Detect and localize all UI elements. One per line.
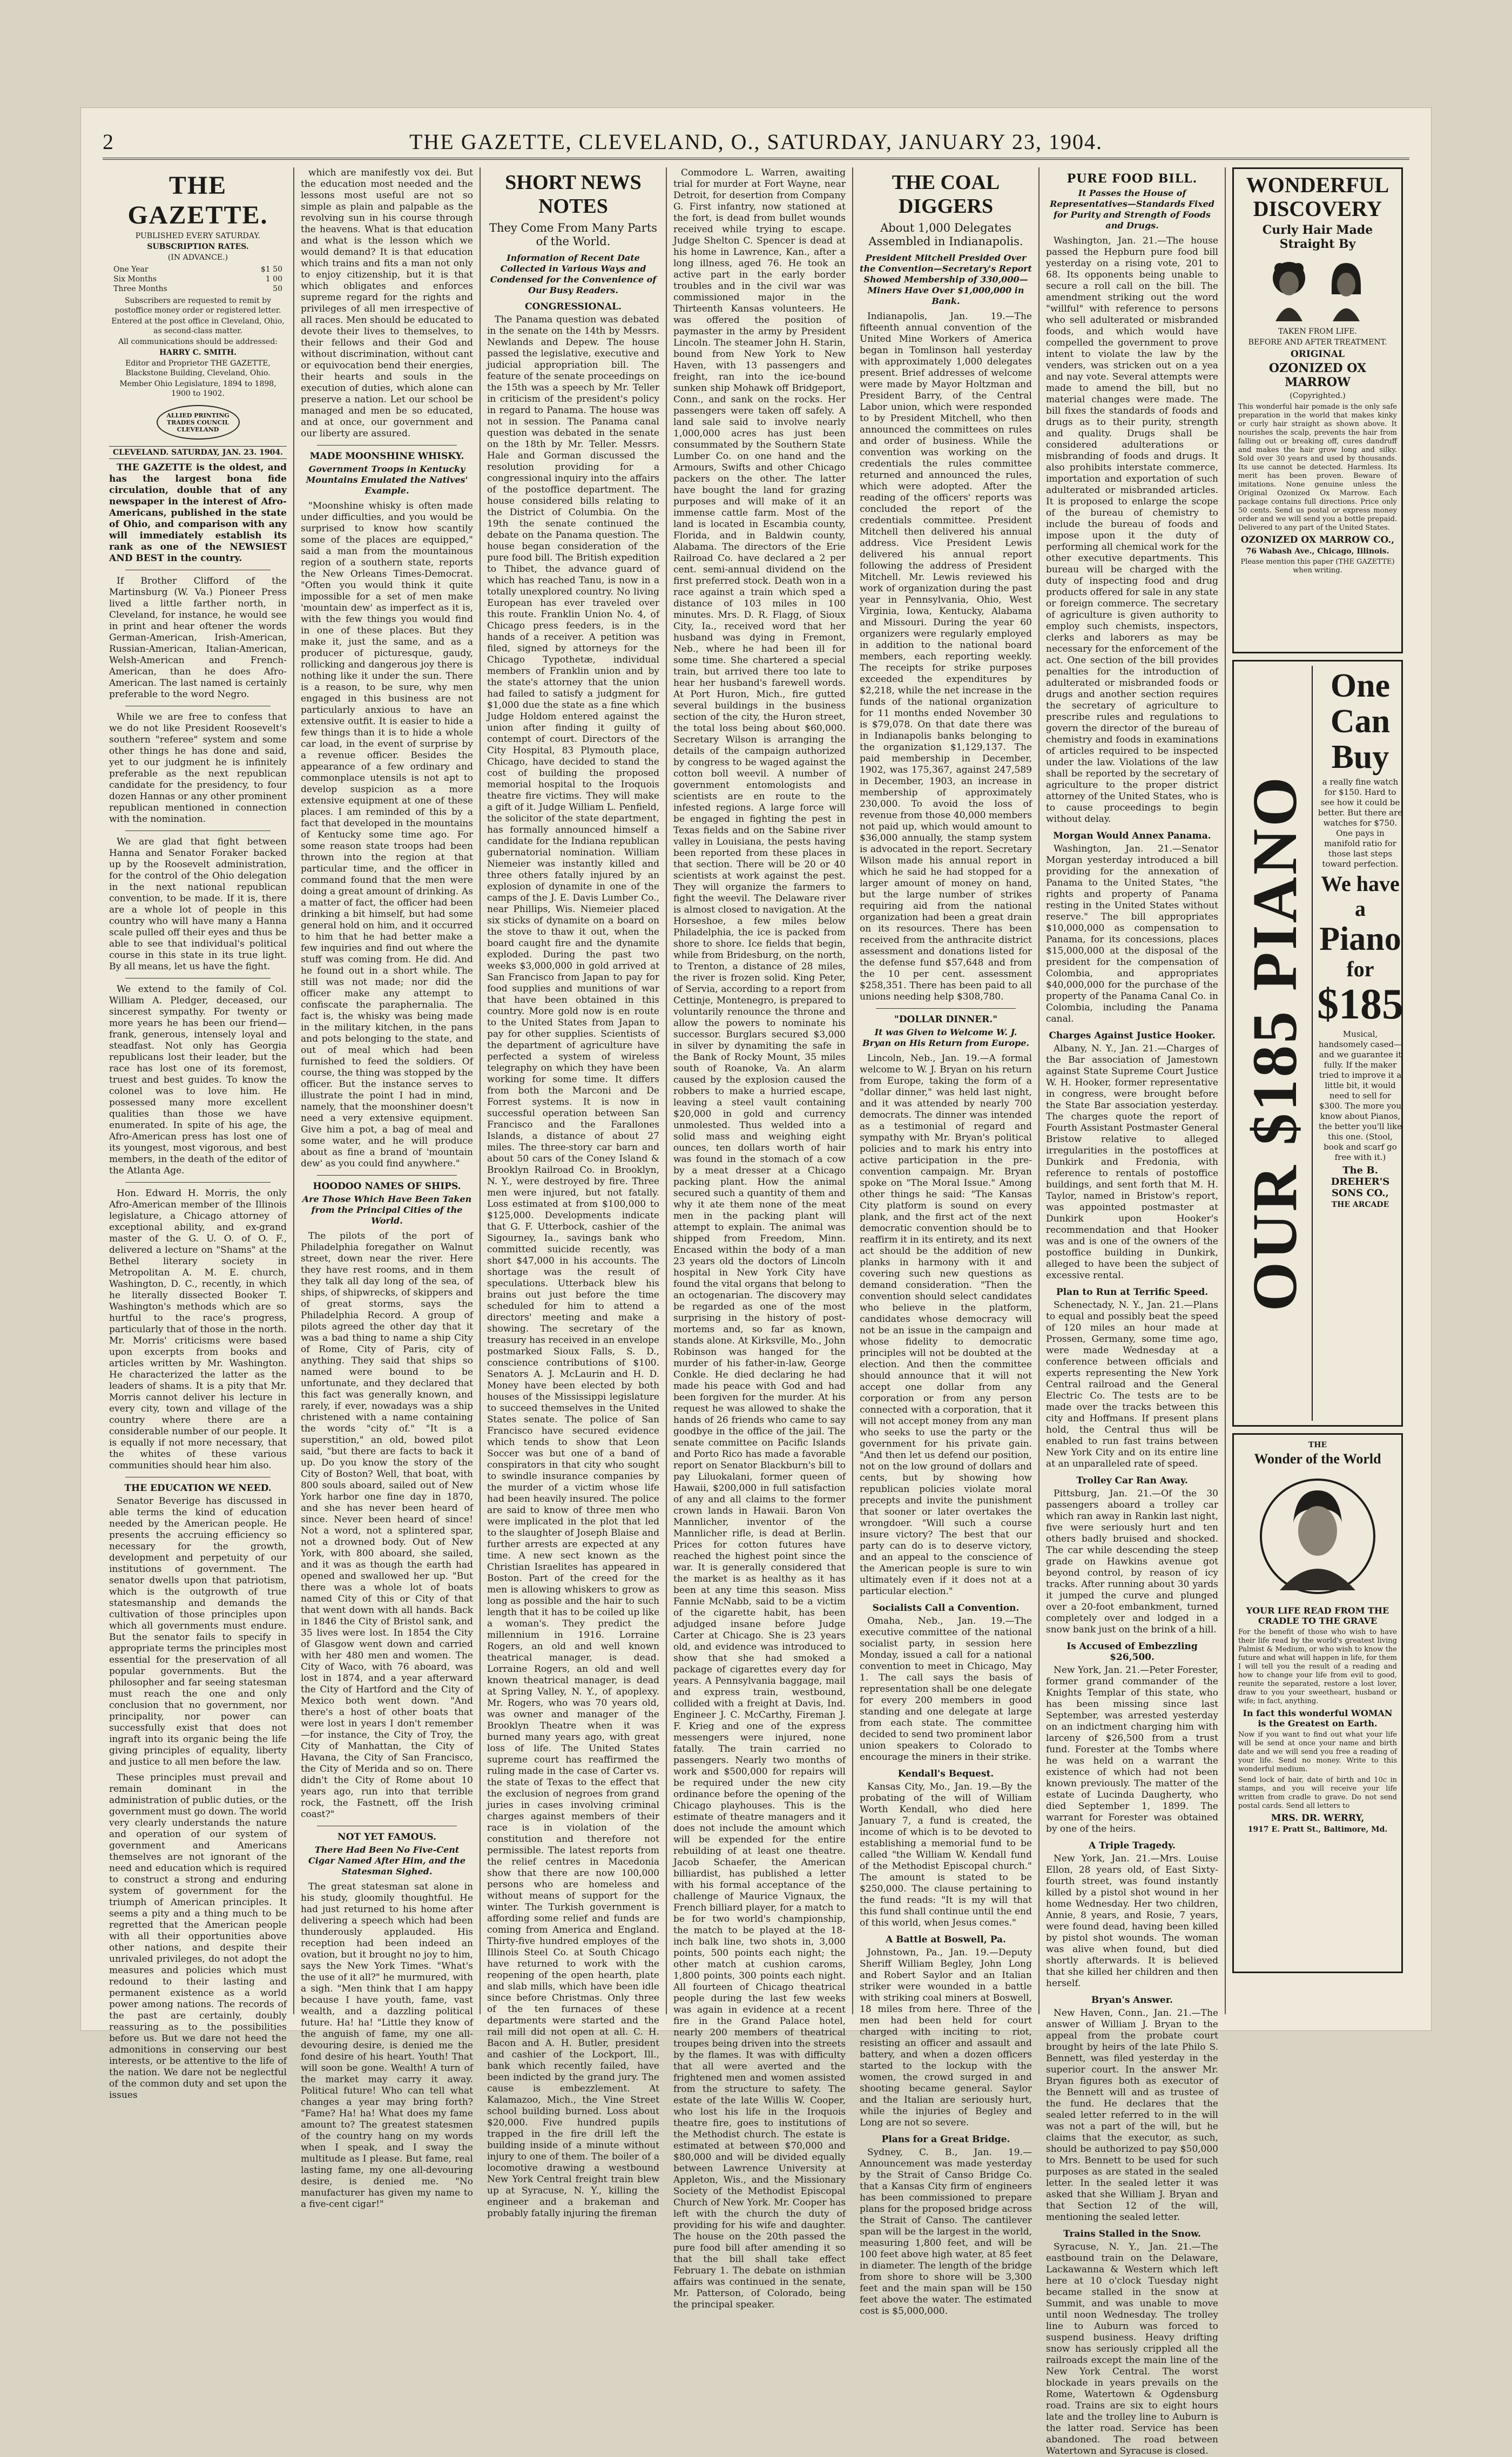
ad-address: THE ARCADE	[1331, 1200, 1389, 1209]
subscription-heading: SUBSCRIPTION RATES.	[147, 242, 249, 251]
column-2	[294, 167, 481, 2210]
legislature-line: Member Ohio Legislature, 1894 to 1898, 1900 to 1902.	[119, 380, 276, 398]
piano-ad-copy	[1313, 666, 1408, 1421]
article-deck: Government Troops in Kentucky Mountains Emulated the Natives' Example.	[306, 464, 468, 496]
section-heading: Plan to Run at Terrific Speed.	[1056, 1287, 1209, 1298]
section-heading: HOODOO NAMES OF SHIPS.	[313, 1181, 461, 1192]
article-paragraph: The pilots of the port of Philadelphia foregather on Walnut street, down near the river. Here they have rest rooms, and in them they talk all day long of the sea, of ships, of shipwrecks, of skippers and of great storms, says the Philadelphia Record. A group of pilots agreed the other day that it was a bad thing to name a ship City of Rome, City of Paris, city of anything. They said that ships so named were bound to be unfortunate, and they declared that this fact was generally known, and rarely, if ever, nowadays was a ship christened with a name containing the words "city of." "It is a superstition," an old, bowed pilot said, "but there are facts to back it up. Do you know the story of the City of Boston? Well, that boat, with 800 souls aboard, sailed out of New York harbor one fine day in 1870, and she has never been heard of since. Never been heard of since! Not a word, not a splintered spar, not a drowned body. Out of New York, with 800 aboard, she sailed, and it was as though the earth had opened and swallowed her up. "But there was a whole lot of boats named City of this or City of that that went down with all hands. Back in 1846 the City of Bristol sank, and 35 lives were lost. In 1854 the City of Glasgow went down and carried with her 480 men and women. The City of Waco, with 76 aboard, was lost in 1874, and a year afterward the City of Hartford and the City of Mexico both went down. "And there's a host of other boats that were lost in years I don't remember—for instance, the City of Troy, the City of Manhattan, the City of Havana, the City of San Francisco, the City of Merida and so on. There didn't the City of Rome about 10 years ago, run into that terrible rock, the Fastnett, off the Irish coast?"	[301, 1231, 473, 1820]
woman-portrait-icon	[1258, 1472, 1377, 1601]
article-paragraph: Sydney, C. B., Jan. 19.—Announcement was made yesterday by the Strait of Canso Bridge Co. that a Kansas City firm of engineers has been commissioned to prepare plans for the proposed bridge across the Strait of Canso. The cantilever span will be the largest in the world, measuring 1,800 feet, and will be 100 feet above high water, at 85 feet in diameter. The length of the bridge from shore to shore will be 3,300 feet and the main span will be 150 feet above the water. The estimated cost is $5,000,000.	[860, 2147, 1032, 2317]
article-paragraph: New Haven, Conn., Jan. 21.—The answer of William J. Bryan to the appeal from the probate court brought by heirs of the late Philo S. Bennett, was filed yesterday in the superior court. In the answer Mr. Bryan figures both as executor of the Bennett will and as trustee of the fund. He declares that the sealed letter referred to in the will was not a part of the will, but he claims that the executor, as such, should be authorized to pay $50,000 to Mrs. Bennett to be used for such purposes as are stated in the sealed letter. In the sealed letter it was asked that she William J. Bryan and that Section 12 of the will, mentioning the sealed letter.	[1046, 2008, 1218, 2223]
section-heading: Trains Stalled in the Snow.	[1063, 2229, 1201, 2239]
article-paragraph: Senator Beverige has discussed in able terms the kind of education needed by the American people. He presents the accruing efficiency so necessary for the growth, development and perpetuity of our institutions of government. The senator dwells upon that patriotism, which is the outgrowth of true statesmanship and demands the cultivation of those principles upon which all governments must endure. But the senator fails to specify in appropriate terms the principles most essential for the preservation of all popular governments. But the philosopher and far seeing statesman must reach the one and only conclusion that no government, nor principality, nor power can successfully exist that does not ingraft into its organic being the life giving principles of equality, liberty and justice to all men before the law.	[109, 1496, 287, 1767]
section-heading: PURE FOOD BILL.	[1066, 172, 1198, 186]
curly-hair-portrait-icon	[1265, 256, 1313, 321]
ad-address: 76 Wabash Ave., Chicago, Illinois.	[1246, 547, 1389, 556]
article-paragraph: The great statesman sat alone in his study, gloomily thoughtful. He had just returned to his home after delivering a speech which had been thunderously applauded. His reception had been indeed an ovation, but it brought no joy to him, says the New York Times. "What's the use of it all?" he murmured, with a sigh. "Men think that I am happy because I have youth, fame, vast wealth, and a dazzling political future. Ha! ha! "Little they know of the anguish of fame, my one all-devouring desire, is denied me the fond desire of his heart. Youth! That will soon be gone. Wealth! A turn of the market may carry it away. Political future! Who can tell what changes a year may bring forth? "Fame? Ha! ha! What does my fame amount to? The greatest statesmen of the country hang on my words when I speak, and I sway the multitude as I please. But fame, real lasting fame, my one all-devouring desire, is denied me. "No manufacturer has given my name to a five-cent cigar!"	[301, 1881, 473, 2210]
ad-caption: BEFORE AND AFTER TREATMENT.	[1248, 338, 1387, 347]
column-3	[481, 167, 667, 2219]
article-paragraph: Commodore L. Warren, awaiting trial for murder at Fort Wayne, near Detroit, for desertion from Company G. First infantry, now stationed at the fort, is dead from bullet wounds received while trying to escape. Judge Shelton C. Spencer is dead at his home in Lawrence, Kan., after a long illness, aged 76. He took an active part in the early border troubles and in the civil war was commissioned major in the Thirteenth Kansas volunteers. He was offered the position of paymaster in the army by President Lincoln. The steamer John H. Starin, bound from New York to New Haven, with 13 passengers and freight, ran into the ice-bound sunken ship Mohawk off Bridgeport, Conn., and sank on the rocks. Her passengers were taken off safely. A land sale said to involve nearly 1,000,000 acres has just been consummated by the Southern State Lumber Co. on one hand and the Armours, Swifts and other Chicago packers on the other. The latter have bought the land for grazing purposes and will make of it an immense cattle farm. Most of the land is located in Escambia county, Florida, and in Baldwin county, Alabama. The directors of the Erie Railroad Co. have declared a 2 per cent. semi-annual dividend on the first preferred stock. Death won in a race against a train which sped a distance of 103 miles in 100 minutes. Mrs. D. R. Flagg, of Sioux City, Ia., received word that her husband was dying in Fremont, Neb., where he had been ill for some time. She chartered a special train, but arrived there too late to hear her husband's farewell words. At Port Huron, Mich., fire gutted several buildings in the business section of the city, the Huron street, the total loss being about $60,000. Secretary Wilson is arranging the details of the campaign authorized by congress to be waged against the cotton boll weevil. A number of government entomologists and scientists are en route to the infested regions. A large force will be engaged in fighting the pest in Texas fields and on the Sabine river valley in Louisiana, the pests having been reported from these places in that section. There will be 20 or 40 scientists at work against the pest. They will organize the farmers to fight the weevil. The Delaware river is almost closed to navigation. At the Horseshoe, a few miles below Philadelphia, the ice is packed from shore to shore. Ice fields that begin, while from Bridesburg, on the north, to Trenton, a distance of 28 miles, the river is frozen solid. King Peter, of Servia, according to a report from Cettinje, Montenegro, is prepared to voluntarily renounce the throne and allow the powers to nominate his successor. Burglars secured $3,000 in silver by dynamiting the safe in the Bank of Rocky Mount, 35 miles south of Roanoke, Va. An alarm caused by the explosion caused the robbers to make a hurried escape, leaving a steel vault containing $20,000 in gold and currency unmolested. Thus welded into a solid mass and weighing eight ounces, ten dollars worth of hair was found in the stomach of a cow by a meat dresser at a Chicago packing plant. How the animal secured such a quantity of them and why it ate them none of the meat men in the packing plant will attempt to explain. The animal was shipped from Freedom, Minn. Encased within the body of a man 23 years old the doctors of Lincoln hospital in New York City have found the vital organs that belong to an octogenarian. The discovery may be regarded as one of the most surprising in the history of post-mortems and, so far as known, stands alone. At Kirksville, Mo., John Robinson was hanged for the murder of his father-in-law, George Conkle. He died declaring he had made his peace with God and had been forgiven for the murder. At his request he was allowed to shake the hands of 26 friends who came to say goodbye in the office of the jail. The senate committee on Pacific Islands and Porto Rico has made a favorable report on Senator Blackburn's bill to pay Liluokalani, former queen of Hawaii, $200,000 in full satisfaction of any and all claims to the former crown lands in Hawaii. Baron Von Mannlicher, inventor of the Mannlicher rifle, is dead at Berlin. Prices for cotton futures have reached the highest point since the war. It is generally considered that the market is as healthy as it has been at any time this season. Miss Fannie McNabb, said to be a victim of the cigarette habit, has been adjudged insane before Judge Carter at Chicago. She is 23 years old, and evidence was introduced to show that she had smoked a package of cigarettes every day for years. A Pennsylvania baggage, mail and express train, westbound, collided with a freight at Davis, Ind. Engineer J. C. McCarthy, Fireman J. F. Krieg and one of the express messengers were injured, none fatally. The train carried no passengers. Nearly two months of work and $500,000 for repairs will be required under the new city ordinance before the opening of the Chicago playhouses. This is the estimate of theatre managers and it does not include the amount which will be expended for the entire rebuilding of at least one theatre. Jacob Schaefer, the American billiardist, has published a letter with his formal acceptance of the challenge of Maurice Vignaux, the French billiard player, for a match to be for two world's championship, the match to be played at the 18-inch balk line, two shots in, 3,000 points, 500 points each night; the other match at cushion caroms, 1,800 points, 300 points each night. All fourteen of Chicago theatrical people during the last few weeks was again in evidence at a recent fire in the Grand Palace hotel, nearly 200 members of theatrical troupes being driven into the streets by the flames. It was with difficulty that all were averted and the frightened men and women assisted from the structure to safety. The estate of the late Willis W. Cooper, who lost his life in the Iroquois theatre fire, goes to institutions of the Methodist church. The estate is estimated at between $70,000 and $80,000 and will be divided equally between Lawrence University at Appleton, Wis., and the Missionary Society of the Methodist Episcopal Church of New York. Mr. Cooper has left with the church the duty of providing for his wife and daughter. The house on the 20th passed the pure food bill after amending it so that the bill shall take effect February 1. The debate on isthmian affairs was continued in the senate, Mr. Patterson, of Colorado, being the principal speaker.	[673, 167, 846, 2310]
product-name: OZONIZED OX MARROW	[1268, 361, 1367, 389]
column-7-ads	[1226, 167, 1409, 2014]
dateline: CLEVELAND. SATURDAY, JAN. 23. 1904.	[109, 446, 287, 459]
ad-company: OZONIZED OX MARROW CO.,	[1240, 535, 1395, 545]
intro-paragraph: THE GAZETTE is the oldest, and has the largest bona fide circulation, double that of any newspaper in the interest of Afro-Americans, published in the state of Ohio, and comparison with any will immediately establish its rank as one of the NEWSIEST AND BEST in the country.	[109, 462, 287, 564]
section-heading: Is Accused of Embezzling $26,500.	[1066, 1641, 1198, 1663]
ad-title: Wonder of the World	[1254, 1451, 1381, 1467]
masthead	[103, 125, 1409, 160]
article-subdeck: President Mitchell Presided Over the Convention—Secretary's Report Showed Membership of 330,000—Miners Have Over $1,000,000 in Bank.	[860, 253, 1032, 306]
section-heading: SHORT NEWS NOTES	[505, 171, 642, 218]
section-heading: "DOLLAR DINNER."	[894, 1014, 998, 1025]
article-deck: About 1,000 Delegates Assembled in Indianapolis.	[868, 221, 1023, 248]
piano-ad	[1232, 660, 1403, 1427]
straight-hair-portrait-icon	[1322, 256, 1371, 321]
ad-address: 1917 E. Pratt St., Baltimore, Md.	[1247, 1825, 1388, 1834]
article-paragraph: which are manifestly vox dei. But the education most needed and the lessons most useful are not so simple as plain and palpable as the revolving sun in his course through the heavens. What is that education and what is the lesson which we would demand? It is that education which trains and fits a man not only to enjoy citizenship, but it is that which obligates and enforces supreme regard for the rights and privileges of all men irrespective of all races. Men should be educated to devote their lives to themselves, to their fellows and their God and without discrimination, without cant or equivocation bend their energies, their hearts and souls in the execution of duties, which alone can preserve a nation. Let our school be managed and men be so educated, and at once, our government and our liberty are assured.	[301, 167, 473, 439]
rates-table	[113, 265, 282, 294]
editorial-paragraph: Hon. Edward H. Morris, the only Afro-American member of the Illinois legislature, a Chicago attorney of exceptional ability, and ex-grand master of the G. U. O. of O. F., delivered a lecture on "Shams" at the Bethel literary society in Metropolitan A. M. E. church, Washington, D. C., recently, in which he literally dissected Booker T. Washington's methods which are so hurtful to the race's progress, particularly that of those in the north. Mr. Morris' criticisms were based upon excerpts from books and articles written by Mr. Washington. He characterized the latter as the leaders of shams. It is a pity that Mr. Morris cannot deliver his lecture in every city, town and village of the country where there are a considerable number of our people. It is equally if not more necessary, that the whites of these various communities should hear him also.	[109, 1188, 287, 1471]
section-heading: CONGRESSIONAL.	[524, 301, 622, 312]
before-after-illustration	[1238, 256, 1397, 321]
article-paragraph: Omaha, Neb., Jan. 19.—The executive committee of the national socialist party, in session here Monday, issued a call for a national convention to meet in Chicago, May 1. The call says the basis of representation shall be one delegate for every 200 members in good standing and one delegate at large from each state. The committee decided to send two prominent labor union speakers to Colorado to encourage the miners in their strike.	[860, 1616, 1032, 1763]
ad-company: The B. DREHER'S SONS CO.,	[1331, 1165, 1390, 1199]
ad-word: Can	[1330, 703, 1390, 740]
column-4	[667, 167, 853, 2310]
masthead-title: THE GAZETTE, CLEVELAND, O., SATURDAY, JANUARY 23, 1904.	[409, 129, 1103, 154]
ad-tagline: In fact this wonderful WOMAN is the Greatest on Earth.	[1243, 1708, 1393, 1729]
editor-line: Editor and Proprietor THE GAZETTE, Blackstone Building, Cleveland, Ohio.	[125, 359, 271, 377]
section-heading: MADE MOONSHINE WHISKY.	[309, 451, 464, 462]
editor-name: HARRY C. SMITH.	[159, 348, 237, 357]
section-heading: Bryan's Answer.	[1091, 1995, 1173, 2006]
section-heading: Morgan Would Annex Panama.	[1053, 831, 1211, 841]
ad-title: DISCOVERY	[1253, 197, 1382, 221]
ad-word: We have a	[1321, 872, 1400, 921]
copyright: (Copyrighted.)	[1290, 392, 1346, 400]
article-deck: There Had Been No Five-Cent Cigar Named After Him, and the Statesman Sighed.	[308, 1845, 466, 1877]
article-paragraph: "Moonshine whisky is often made under difficulties, and you would be surprised to know how scantily some of the places are equipped," said a man from the mountainous region of a southern state, reports the New Orleans Times-Democrat. "Often you would think it quite impossible for a set of men make 'mountain dew' as imperfect as it is, with the few things you would find in one of these places. But they make it, just the same, and as a producer of picturesque, gaudy, rollicking and dangerous joy there is nothing like it under the sun. There is a reason, to be sure, why men engaged in this business are not particularly anxious to have an extensive outfit. It is easier to hide a few things than it is to hide a whole car load, in the event of surprise by a revenue officer. Besides the appearance of a few ordinary and commonplace utensils is not apt to develop suspicion as a more extensive equipment at one of these places. I am reminded of this by a fact that developed in the mountains of Kentucky some time ago. For some reason state troops had been thrown into the region at that particular time, and the officer in command found that the men were doing a great amount of drinking. As a matter of fact, the officer had been drinking a bit himself, but had some general hold on him, and it occurred to him that he had better make a few inquiries and find out where the stuff was coming from. He did. And he found out in a short while. The still was not made; nor did the officer make any attempt to confiscate the paraphernalia. The fact is, the whisky was being made in the military kitchen, in the pans and pots belonging to the state, and out of meal which had been furnished to feed the soldiers. Of course, the thing was stopped by the officer. But the instance serves to illustrate the point I had in mind, namely, that the moonshiner doesn't need a very extensive equipment. Give him a pot, a bag of meal and some water, and he will produce about as fine a brand of 'mountain dew' as you could find anywhere."	[301, 501, 473, 1169]
article-paragraph: New York, Jan. 21.—Peter Forester, former grand commander of the Knights Templar of this state, who has been missing since last September, was arrested yesterday on an indictment charging him with larceny of $26,500 from a trust fund. Forester at the Tombs where he was held on a warrant the existence of which had not been known previously. The matter of the estate of Lucinda Daugherty, who died September 1, 1899. The warrant for Forester was obtained by one of the heirs.	[1046, 1665, 1218, 1834]
ad-word: Piano	[1319, 921, 1401, 957]
piano-price: $185	[1317, 981, 1403, 1028]
section-heading: Charges Against Justice Hooker.	[1049, 1030, 1216, 1041]
article-deck: Are Those Which Have Been Taken from the Principal Cities of the World.	[302, 1194, 472, 1226]
article-paragraph: Washington, Jan. 21.—The house passed the Hepburn pure food bill yesterday on a rising vote, 201 to 68. Its opponents being unable to secure a roll call on the bill. The amendment striking out the word "willful" with reference to persons who sell adulterated or misbranded foods, and which would have compelled the government to prove intent to violate the law by the venders, was stricken out on a yea and nay vote. Several attempts were made to amend the bill, but no material changes were made. The bill fixes the standards of foods and drugs as to their purity, strength and quality. Drugs shall be considered adulterations or misbranding of foods and drugs. It also prohibits interstate commerce, importation and exportation of such adulterated or misbranded articles. It is proposed to enlarge the scope of the bureau of chemistry to include the bureau of foods and impose upon it the duty of performing all chemical work for the other executive departments. This bureau will be charged with the duty of inspecting food and drug products offered for sale in any state or foreign commerce. The secretary of agriculture is given authority to employ such chemists, inspectors, clerks and laborers as may be necessary for the enforcement of the act. One section of the bill provides penalties for the introduction of adulterated or misbranded foods or drugs and another section requires the secretary of agriculture to prescribe rules and regulations to govern the director of the bureau of chemistry and foods in examinations of articles required to be inspected under the law. Violations of the law shall be reported by the secretary of agriculture to the proper district attorney of the United States, who is to cause proceedings to begin without delay.	[1046, 235, 1218, 825]
ad-tagline: YOUR LIFE READ FROM THE CRADLE TO THE GRAVE	[1246, 1605, 1389, 1626]
article-subdeck: Information of Recent Date Collected in Various Ways and Condensed for the Convenience of Our Busy Readers.	[490, 253, 657, 295]
newspaper-page	[81, 108, 1431, 2456]
in-advance: (IN ADVANCE.)	[167, 253, 228, 262]
editorial-paragraph: If Brother Clifford of the Martinsburg (W. Va.) Pioneer Press lived a little farther north, in Cleveland, for instance, he would see in print and hear oftener the words German-American, Irish-American, Russian-American, Italian-American, Welsh-American and French-American, than he does Afro-American. The last named is certainly preferable to the word Negro.	[109, 576, 287, 700]
section-heading: A Battle at Boswell, Pa.	[886, 1934, 1006, 1945]
paper-title: THE GAZETTE.	[127, 171, 268, 230]
article-deck: It Passes the House of Representatives—Standards Fixed for Purity and Strength of Foods and Drugs.	[1050, 188, 1214, 231]
article-paragraph: The Panama question was debated in the senate on the 14th by Messrs. Newlands and Depew. The house passed the legislative, executive and judicial appropriation bill. The feature of the senate proceedings on the 15th was a speech by Mr. Teller in criticism of the president's policy in regard to Panama. The house was not in session. The Panama canal question was debated in the senate on the 18th by Mr. Teller. Messrs. Hale and Gorman discussed the resolution providing for a congressional inquiry into the affairs of the postoffice department. The house considered bills relating to the District of Columbia. On the 19th the senate continued the debate on the Panama question. The house began consideration of the pure food bill. The British expedition to Thibet, the advance guard of which has reached Tanu, is now in a totally unexplored country. No living European has ever traveled over this route. Franklin Union No. 4, of Chicago press feeders, is in the hands of a receiver. A petition was filed, signed by attorneys for the Chicago Typothetæ, individual members of Franklin union and by the state's attorney that the union had failed to satisfy a judgment for $1,000 due the state as a fine which Judge Holdom entered against the union after finding it guilty of contempt of court. Directors of the City Hospital, 83 Plymouth place, Chicago, have decided to stand the cost of building the proposed memorial hospital to the Iroquois theatre fire victims. They will make a gift of it. Judge William L. Penfield, the solicitor of the state department, has formally announced himself a candidate for the Indiana republican gubernatorial nomination. William Niemeier was instantly killed and three others fatally injured by an explosion of dynamite in one of the camps of the J. E. Davis Lumber Co., near Phillips, Wis. Niemeier placed six sticks of dynamite on a board on the stove to thaw it out, when the board caught fire and the dynamite exploded. During the past two weeks $3,000,000 in gold arrived at San Francisco from Japan to pay for food supplies and munitions of war that have been obtained in this country. More gold now is en route to the United States from Japan to pay for other supplies. Scientists of the department of agriculture have perfected a system of wireless telegraphy on which they have been working for some time. It differs from both the Marconi and De Forrest systems. It is now in successful operation between San Francisco and the Farallones Islands, a distance of about 27 miles. The three-story car barn and about 50 cars of the Coney Island & Brooklyn Railroad Co. in Brooklyn, N. Y., were destroyed by fire. Three men were injured, but not fatally. Loss estimated at from $100,000 to $125,000. Developments indicate that G. F. Utterbock, cashier of the Sigourney, Ia., savings bank who committed suicide recently, was short $47,000 in his accounts. The shortage was the result of speculations. Utterback blew his brains out just before the time scheduled for him to attend a directors' meeting and make a showing. The secretary of the treasury has received in an envelope postmarked Sioux Falls, S. D., conscience contributions of $100. Senators A. J. McLaurin and H. D. Money have been elected by both houses of the Mississippi legislature to succeed themselves in the United States senate. The police of San Francisco have secured evidence which tends to show that Leon Soccer was but one of a band of conspirators in that city who sought to swindle insurance companies by the murder of a victim whose life had been heavily insured. The police are said to know of three men who were implicated in the plot that led to the slaughter of Joseph Blaise and further arrests are expected at any time. A new sect known as the Christian Israelites has appeared in Boston. Part of the creed for the men is allowing whiskers to grow as long as possible and the hair to such length that it has to be coiled up like a woman's. They predict the millennium in 1916. Lorraine Rogers, an old and well known theatrical manager, is dead. Lorraine Rogers, an old and well known theatrical manager, is dead at Spring Valley, N. Y., of apoplexy. Mr. Rogers, who was 70 years old, was owner and manager of the Brooklyn Theatre when it was burned many years ago, with great loss of life. The United States supreme court has reaffirmed the ruling made in the case of Carter vs. the state of Texas to the effect that the exclusion of negroes from grand juries in cases involving criminal charges against members of their race is in violation of the constitution and therefore not permissible. The latest reports from the relief centres in Macedonia show that there are now 100,000 persons who are homeless and without means of support for the winter. The Turkish government is affording some relief and funds are coming from America and England. Thirty-five hundred employes of the Illinois Steel Co. at South Chicago have returned to work with the reopening of the open hearth, plate and slab mills, which have been idle since before Christmas. Only three of the ten furnaces of these departments were started and the rail mill did not open at all. C. H. Bacon and A. H. Butler, president and cashier of the Lockport, Ill., bank which recently failed, have been indicted by the grand jury. The cause is embezzlement. At Kalamazoo, Mich., the Vine Street school building burned. Loss about $20,000. Five hundred pupils trapped in the fire drill left the building inside of a minute without injury to one of them. The boiler of a locomotive drawing a westbound New York Central freight train blew up at Syracuse, N. Y., killing the engineer and a brakeman and probably fatally injuring the fireman	[487, 314, 659, 2219]
rate-row: One Year $1 50	[113, 265, 282, 274]
ad-contact-name: MRS. DR. WERRY,	[1271, 1813, 1365, 1824]
section-heading: Plans for a Great Bridge.	[881, 2134, 1010, 2145]
ad-mention: Please mention this paper (THE GAZETTE) when writing.	[1240, 558, 1395, 575]
rate-row: Six Months 1 00	[113, 275, 282, 284]
ad-body: For the benefit of those who wish to have their life read by the world's greatest living Palmist & Medium, or who wish to know the future and what will happen in life, for them I will tell you the result of a reading and how to change your life from evil to good, reunite the separated, restore a lost lover, draw to you your sweetheart, husband or wife; in fact, anything.	[1238, 1628, 1397, 1705]
ad-body: Send lock of hair, date of birth and 10c in stamps, and you will receive your life written from cradle to grave. Do not send postal cards. Send all letters to	[1238, 1776, 1397, 1810]
communications-note: All communications should be addressed:	[118, 338, 278, 346]
page-number: 2	[103, 129, 113, 154]
article-paragraph: Albany, N. Y., Jan. 21.—Charges of the Bar association of Jamestown against State Supreme Court Justice W. H. Hooker, former representative in congress, were brought before the State Bar association yesterday. The charges quote the report of Fourth Assistant Postmaster General Bristow relative to alleged irregularities in the postoffices at Dunkirk and Fredonia, with reference to rentals of postoffice buildings, and sent forth that M. H. Taylor, named in Bristow's report, was appointed postmaster at Dunkirk upon Hooker's recommendation and that Hooker was and is one of the owners of the postoffice building in Dunkirk, alleged to have been the subject of excessive rental.	[1046, 1043, 1218, 1281]
ad-body: Musical, handsomely cased—and we guarantee it fully. If the maker tried to improve it a little bit, it would need to sell for $300. The more you know about Pianos, the better you'll like this one. (Stool, book and scarf go free with it.)	[1318, 1029, 1402, 1162]
ad-body: Now if you want to find out what your life will be send at once your name and birth date and we will send you free a reading of your life. Send no money. Write to this wonderful medium.	[1238, 1731, 1397, 1773]
article-paragraph: Pittsburg, Jan. 21.—Of the 30 passengers aboard a trolley car which ran away in Rankin last night, five were seriously hurt and ten others badly bruised and shocked. The car while descending the steep grade on Hawkins avenue got beyond control, by reason of icy tracks. After running about 30 yards it jumped the curve and plunged over a 20-foot embankment, turned completely over and lodged in a snow bank just on the brink of a hill.	[1046, 1488, 1218, 1635]
editorial-paragraph: We extend to the family of Col. William A. Pledger, deceased, our sincerest sympathy. For twenty or more years he has been our friend—frank, generous, intensely loyal and steadfast. Not only has Georgia republicans lost their leader, but the race has lost one of its foremost, truest and best guides. To know the colonel was to love him. He possessed many more excellent qualities than those we have enumerated. In spite of his age, the Afro-American press has lost one of its youngest, most vigorous, and best members, in the death of the editor of the Atlanta Age.	[109, 984, 287, 1176]
ad-label: THE	[1308, 1441, 1327, 1449]
ox-marrow-ad	[1232, 167, 1403, 653]
ad-word: Buy	[1331, 739, 1389, 775]
section-heading: Socialists Call a Convention.	[872, 1603, 1020, 1614]
published-line: PUBLISHED EVERY SATURDAY.	[135, 232, 261, 240]
section-heading: THE COAL DIGGERS	[892, 171, 1000, 218]
rate-row: Three Months 50	[113, 285, 282, 293]
article-paragraph: These principles must prevail and remain dominant in the administration of public duties, or the government must go down. The world very clearly understands the nature and operation of our system of government and Americans themselves are not ignorant of the need and education which is required to construct a strong and enduring system of government for the triumph of American principles. It seems a pity and a thing much to be regretted that the American people with all their opportunities above other nations, and despite their unrivaled privileges, do not adopt the measures and policies which must redound to their lasting and permanent existence as a world power among nations. The records of the past are certainly, doubly reassuring as to the possibilities before us. But we dare not heed the admonitions in conserving our best interests, or be attentive to the life of the nation. We dare not be neglectful of the common duty and set upon the issues	[109, 1772, 287, 2101]
ad-word: One	[1330, 667, 1390, 704]
article-paragraph: Lincoln, Neb., Jan. 19.—A formal welcome to W. J. Bryan on his return from Europe, taking the form of a "dollar dinner," was held last night, and it was attended by nearly 700 democrats. The dinner was intended as a testimonial of regard and sympathy with Mr. Bryan's political policies and to mark his entry into active participation in the pre-convention campaign. Mr. Bryan spoke on "The Moral Issue." Among other things he said: "The Kansas City platform is sound on every plank, and the first act of the next democratic convention should be to reaffirm it in its entirety, and its next act should be the addition of new planks in harmony with it and covering such new questions as demand consideration. "Then the convention should select candidates who believe in the platform, candidates whose democracy will not be an issue in the campaign and whose fidelity to democratic principles will not be doubted at the election. And then the committee should announce that it will not accept one dollar from any corporation or from any person connected with a corporation, that it will not accept money from any man who seeks to use the party or the government for his private gain. "And then let us defend our position, not on the low ground of dollars and cents, but by showing how republican policies violate moral precepts and invite the punishment that sooner or later overtakes the wrongdoer. "Will such a course insure victory? The best that our party can do is to deserve victory, and an appeal to the conscience of the American people is sure to win ultimately even if it does not at a particular election."	[860, 1053, 1032, 1597]
ad-subtitle: Curly Hair Made Straight By	[1262, 223, 1373, 251]
entered-note: Entered at the post office in Cleveland, Ohio, as second-class matter.	[111, 317, 285, 335]
ad-body: This wonderful hair pomade is the only safe preparation in the world that makes kinky or curly hair straight as shown above. It nourishes the scalp, prevents the hair from falling out or breaking off, cures dandruff and makes the hair grow long and silky. Sold over 30 years and used by thousands. Its use cannot be detected. Harmless. Its merit has been proven. Beware of imitations. None genuine unless the Original Ozonized Ox Marrow. Each package contains full directions. Price only 50 cents. Send us postal or express money order and we will send you a bottle prepaid. Delivered to any part of the United States.	[1238, 403, 1397, 532]
product-label: ORIGINAL	[1290, 349, 1345, 360]
ad-caption: TAKEN FROM LIFE.	[1278, 327, 1357, 336]
section-heading: NOT YET FAMOUS.	[338, 1832, 436, 1842]
article-paragraph: New York, Jan. 21.—Mrs. Louise Ellon, 28 years old, of East Sixty-fourth street, was found instantly killed by a pistol shot wound in her home Wednesday. Her two children, Annie, 8 years, and Rosie, 7 years, were found dead, having been killed by pistol shot wounds. The woman was alive when found, but died shortly afterwards. It is believed that she killed her children and then herself.	[1046, 1853, 1218, 1989]
section-heading: THE EDUCATION WE NEED.	[124, 1483, 272, 1494]
union-seal: ALLIED PRINTING TRADES COUNCIL CLEVELAND	[157, 405, 240, 440]
article-paragraph: Schenectady, N. Y., Jan. 21.—Plans to equal and possibly beat the speed of 120 miles an hour made at Prossen, Germany, some time ago, were made Wednesday at a conference between officials and experts representing the New York Central railroad and the General Electric Co. The tests are to be made over the tracks between this city and Hoffmans. If present plans hold, the Central thus will be enabled to run fast trains between New York City and on its entire line at an unparalleled rate of speed.	[1046, 1300, 1218, 1469]
article-paragraph: Washington, Jan. 21.—Senator Morgan yesterday introduced a bill providing for the annexation of Panama to the United States, "the rights and property of Panama resting in the United States without reserve." The bill appropriates $10,000,000 as compensation to Panama, for its concessions, places $15,000,000 at the disposal of the president for the compensation of Colombia, and appropriates $40,000,000 for the purchase of the property of the Panama Canal Co. in Colombia, including the Panama canal.	[1046, 843, 1218, 1024]
article-paragraph: Johnstown, Pa., Jan. 19.—Deputy Sheriff William Begley, John Long and Robert Saylor and an Italian striker were wounded in a battle with striking coal miners at Boswell, 18 miles from here. Three of the men had been held for court charged with inciting to riot, resisting an officer and assault and battery, and when a dozen officers started to the lockup with the women, the crowd surged in and shooting became general. Saylor and the Italian are seriously hurt, while the injuries of Begley and Long are not so severe.	[860, 1947, 1032, 2128]
ad-word: for	[1346, 957, 1374, 981]
section-heading: A Triple Tragedy.	[1089, 1840, 1176, 1851]
subscribers-note: Subscribers are requested to remit by postoffice money order or registered letter.	[114, 296, 281, 315]
section-heading: Trolley Car Ran Away.	[1076, 1475, 1188, 1486]
column-5	[853, 167, 1040, 2317]
column-1	[103, 167, 294, 2101]
article-paragraph: Indianapolis, Jan. 19.—The fifteenth annual convention of the United Mine Workers of America began in Tomlinson hall yesterday with approximately 1,000 delegates present. Brief addresses of welcome were made by Mayor Holtzman and President Barry, of the Central Labor union, which were responded to by President Mitchell, who then announced the committees on rules and order of business. While the convention was working on the credentials the rules committee returned and announced the rules, which were adopted. After the reading of the officers' reports was concluded the report of the credentials committee. President Mitchell then delivered his annual address. Vice President Lewis delivered his annual report following the address of President Mitchell. Mr. Lewis reviewed his work of organization during the past year in Pennsylvania, Ohio, West Virginia, Iowa, Kentucky, Alabama and Missouri. During the year 60 organizers were regularly employed in addition to the national board members, each reporting weekly. The receipts for strike purposes exceeded the expenditures by $2,218, while the net increase in the funds of the national organization for 11 months ended November 30 is $79,078. On that date there was in Indianapolis banks belonging to the organization $1,129,137. The paid membership in December, 1902, was 175,367, against 247,589 in December, 1903, an increase in membership of approximately 230,000. To avoid the loss of revenue from those 40,000 members not paid up, which would amount to $36,000 annually, the stamp system is advocated in the report. Secretary Wilson made his annual report in which he said he had stopped for a larger amount of money on hand, but the large number of strikes requiring aid from the national organization had been a great drain on its resources. There has been received from the anthracite district assessment and donations listed for the defense fund $57,648 and from the 10 per cent. assessment $258,351. There has been paid to all unions needing help $308,780.	[860, 311, 1032, 1002]
article-deck: They Come From Many Parts of the World.	[489, 221, 658, 248]
ad-title: WONDERFUL	[1246, 173, 1389, 197]
article-deck: It was Given to Welcome W. J. Bryan on His Return from Europe.	[862, 1027, 1029, 1048]
piano-vertical-banner: OUR $185 PIANO	[1238, 666, 1313, 1421]
editorial-paragraph: While we are free to confess that we do not like President Roosevelt's southern "referee" system and some other things he has done and said, yet to our judgment he is infinitely preferable as the next republican candidate for the presidency, to four dozen Hannas or any other prominent republican mentioned in connection with the nomination.	[109, 712, 287, 825]
editorial-paragraph: We are glad that fight between Hanna and Senator Foraker backed up by the Roosevelt administration, for the control of the Ohio delegation in the next national republican convention, to be made. If it is, there are a whole lot of people in this country who will have many a Hanna scale pulled off their eyes and thus be able to see that individual's political course in this state in its true light. By all means, let us have the fight.	[109, 836, 287, 972]
column-6	[1040, 167, 1226, 2456]
ad-body: a really fine watch for $150. Hard to see how it could be better. But there are watches for $750. One pays in manifold ratio for those last steps toward perfection.	[1318, 777, 1403, 869]
section-heading: Kendall's Bequest.	[897, 1769, 994, 1779]
article-paragraph: Syracuse, N. Y., Jan. 21.—The eastbound train on the Delaware, Lackawanna & Western which left here at 10 o'clock Tuesday night became stalled in the snow at Summit, and was unable to move until noon Wednesday. The trolley line to Auburn was forced to suspend business. Heavy drifting snow has seriously crippled all the railroads except the main line of the New York Central. The worst blockade in years prevails on the Rome, Watertown & Ogdensburg road. Trains are six to eight hours late and the trolley line to Auburn is the latter road. Service has been abandoned. The road between Watertown and Syracuse is closed.	[1046, 2242, 1218, 2456]
palmist-ad	[1232, 1433, 1403, 1973]
article-paragraph: Kansas City, Mo., Jan. 19.—By the probating of the will of William Worth Kendall, who died here January 7, a fund is created, the income of which is to be devoted to establishing a memorial fund to be called "the William W. Kendall fund of the Methodist Episcopal church." The amount is stated to be $250,000. The clause pertaining to the fund reads: "It is my will that this fund shall continue until the end of this world, when Jesus comes."	[860, 1781, 1032, 1928]
